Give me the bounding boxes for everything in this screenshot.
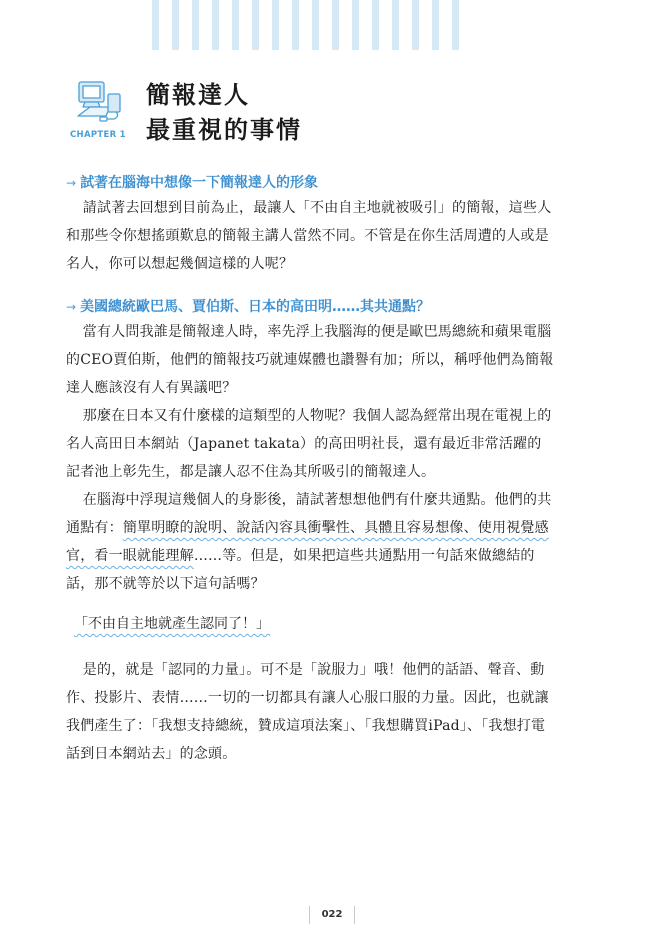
page-number: 022 — [309, 906, 355, 924]
paragraph: 請試著去回想到目前為止，最讓人「不由自主地就被吸引」的簡報，這些人和那些令你想搖頭歎息的簡報主講人當然不同。不管是在你生活周遭的人或是名人，你可以想起幾個這樣的人呢？ — [66, 200, 552, 272]
highlighted-text: 簡單明瞭的說明、說話內容具衝擊性、具體且容易想像、使用視覺感官，看一眼就能理解 — [66, 520, 549, 564]
arrow-right-icon: → — [66, 300, 77, 314]
page-title — [146, 78, 302, 148]
arrow-right-icon: → — [66, 176, 77, 190]
title-line-2: 最重視的事情 — [146, 116, 302, 144]
header-stripes — [152, 0, 467, 50]
section-heading-2: → 美國總統歐巴馬、賈伯斯、日本的高田明……其共通點？ — [66, 296, 554, 318]
article-body — [66, 172, 554, 768]
key-quote: 「不由自主地就產生認同了！」 — [74, 616, 270, 632]
paragraph: 是的，就是「認同的力量」。可不是「說服力」哦！他們的話語、聲音、動作、投影片、表情……一切的一切都具有讓人心服口服的力量。因此，也就讓我們產生了：「我想支持總統，贊成這項法案」、「我想購買iPad」、「我想打電話到日本網站去」的念頭。 — [66, 662, 549, 762]
computer-icon — [76, 80, 124, 122]
paragraph: 當有人問我誰是簡報達人時，率先浮上我腦海的便是歐巴馬總統和蘋果電腦的CEO賈伯斯，他們的簡報技巧就連媒體也讚譽有加；所以，稱呼他們為簡報達人應該沒有人有異議吧？ — [66, 324, 554, 396]
paragraph: 在腦海中浮現這幾個人的身影後，請試著想想他們有什麼共通點。他們的共通點有：簡單明瞭的說明、說話內容具衝擊性、具體且容易想像、使用視覺感官，看一眼就能理解……等。但是，如果把這些共通點用一句話來做總結的話，那不就等於以下這句話嗎？ — [66, 492, 552, 592]
section-heading-1: → 試著在腦海中想像一下簡報達人的形象 — [66, 172, 554, 194]
title-line-1: 簡報達人 — [146, 81, 250, 109]
paragraph: 那麼在日本又有什麼樣的這類型的人物呢？我個人認為經常出現在電視上的名人高田日本網站（Japanet takata）的高田明社長，還有最近非常活躍的記者池上彰先生，都是讓人忍不住為其所吸引的簡報達人。 — [66, 408, 552, 480]
chapter-label: CHAPTER 1 — [70, 130, 126, 140]
